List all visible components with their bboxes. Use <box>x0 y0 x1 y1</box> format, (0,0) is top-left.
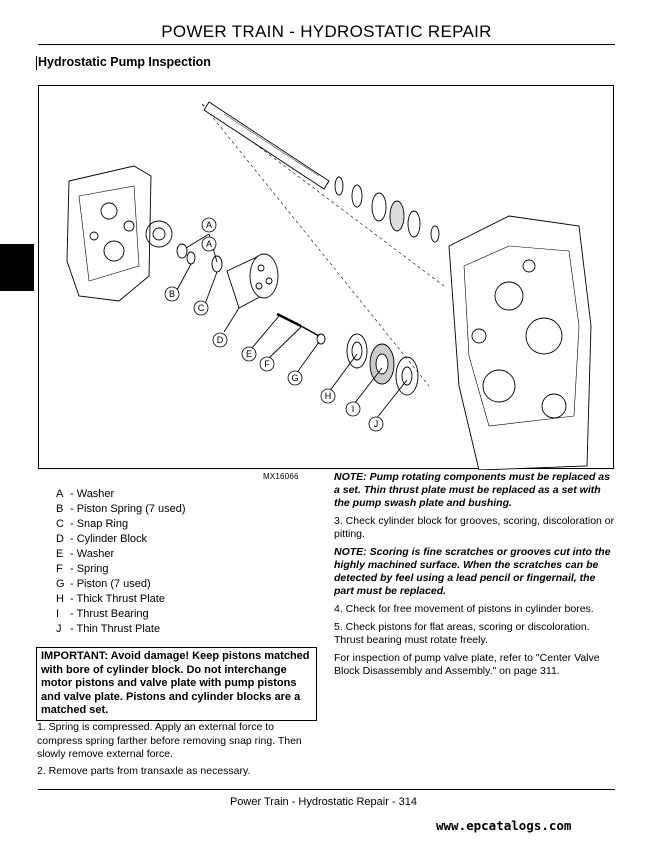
legend-item: I - Thrust Bearing <box>56 608 149 620</box>
steps-right-column <box>334 471 616 683</box>
important-warning-box: IMPORTANT: Avoid damage! Keep pistons matched with bore of cylinder block. Do not interchange motor pistons and valve plate with pump pistons and valve plate. Pistons and cylinder blocks are a matched set. <box>36 647 317 721</box>
callout-label: G <box>291 373 299 383</box>
step-4: 4. Check for free movement of pistons in cylinder bores. <box>334 603 594 615</box>
legend-item: J - Thin Thrust Plate <box>56 623 161 635</box>
step-3: 3. Check cylinder block for grooves, scoring, discoloration or pitting. <box>334 515 615 540</box>
figure-id: MX16066 <box>263 472 299 481</box>
callout-label: A <box>205 239 213 249</box>
footer-rule <box>38 789 615 790</box>
legend-item: G - Piston (7 used) <box>56 578 151 590</box>
valve-plate-reference: For inspection of pump valve plate, refer to "Center Valve Block Disassembly and Assembly." on page 311. <box>334 652 600 677</box>
exploded-view-figure <box>38 85 614 469</box>
callout-label: H <box>324 391 332 401</box>
callout-label: E <box>245 349 253 359</box>
callout-label: D <box>216 335 224 345</box>
legend-item: E - Washer <box>56 548 115 560</box>
steps-left-column <box>37 721 319 781</box>
legend-item: D - Cylinder Block <box>56 533 148 545</box>
callout-label: I <box>351 404 355 414</box>
callout-label: J <box>373 419 379 429</box>
parts-legend <box>56 487 186 637</box>
page-title: POWER TRAIN - HYDROSTATIC REPAIR <box>161 22 492 41</box>
pump-exploded-diagram <box>39 86 615 470</box>
step-1: 1. Spring is compressed. Apply an external force to compress spring farther before removing snap ring. Then slowly remove external force. <box>37 721 302 760</box>
legend-item: A - Washer <box>56 488 115 500</box>
callout-label: C <box>197 303 205 313</box>
page-footer: Power Train - Hydrostatic Repair - 314 <box>229 796 418 808</box>
callout-label: B <box>168 289 176 299</box>
watermark-text: www.epcatalogs.com <box>436 818 572 833</box>
callout-label: F <box>264 359 270 369</box>
note-scoring: NOTE: Scoring is fine scratches or grooves cut into the highly machined surface. When the scratches can be detected by feel using a lead pencil or fingernail, the part must be replaced. <box>334 546 611 597</box>
step-5: 5. Check pistons for flat areas, scoring or discoloration. Thrust bearing must rotate freely. <box>334 621 590 646</box>
section-tab-marker <box>0 244 34 291</box>
callout-label: A <box>205 220 213 230</box>
header-rule <box>38 44 615 45</box>
legend-item: F - Spring <box>56 563 109 575</box>
legend-item: H - Thick Thrust Plate <box>56 593 165 605</box>
legend-item: C - Snap Ring <box>56 518 129 530</box>
step-2: 2. Remove parts from transaxle as necessary. <box>37 764 251 777</box>
note-rotating-components: NOTE: Pump rotating components must be replaced as a set. Thin thrust plate must be replaced as a set with the pump swash plate and bushing. <box>334 471 610 509</box>
section-title: Hydrostatic Pump Inspection <box>38 55 211 69</box>
legend-item: B - Piston Spring (7 used) <box>56 503 186 515</box>
